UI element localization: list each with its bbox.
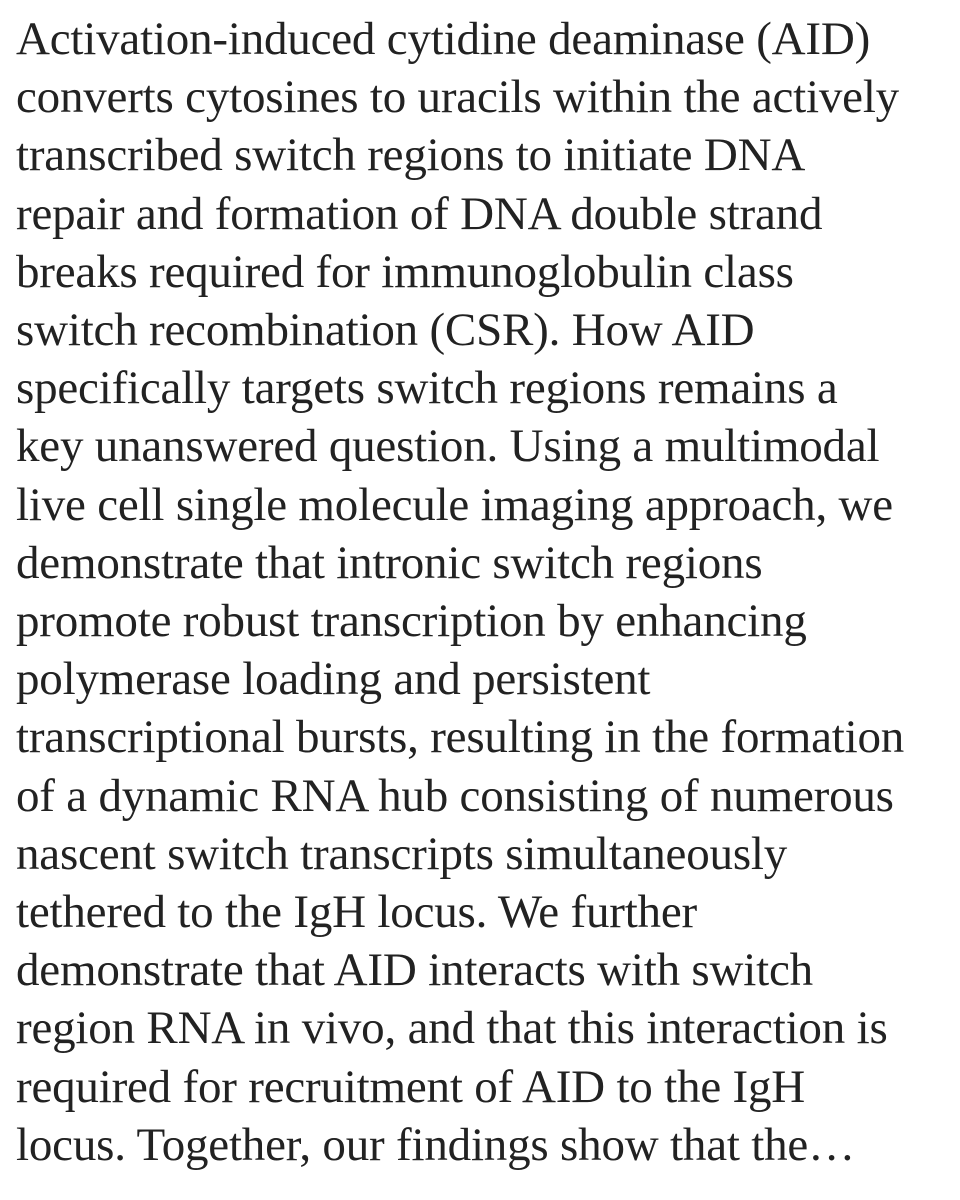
abstract-paragraph: Activation-induced cytidine deaminase (AID) converts cytosines to uracils within the actively transcribed switch regions to initiate DNA repair and formation of DNA double strand breaks required for immunoglobulin class switch recombination (CSR). How AID specifically targets switch regions remains a key unanswered question. Using a multimodal live cell single molecule imaging approach, we demonstrate that intronic switch regions promote robust transcription by enhancing polymerase loading and persistent transcriptional bursts, resulting in the formation of a dynamic RNA hub consisting of numerous nascent switch transcripts simultaneously tethered to the IgH locus. We further demonstrate that AID interacts with switch region RNA in vivo, and that this interaction is required for recruitment of AID to the IgH locus. Together, our findings show that the… [16,13,905,1171]
